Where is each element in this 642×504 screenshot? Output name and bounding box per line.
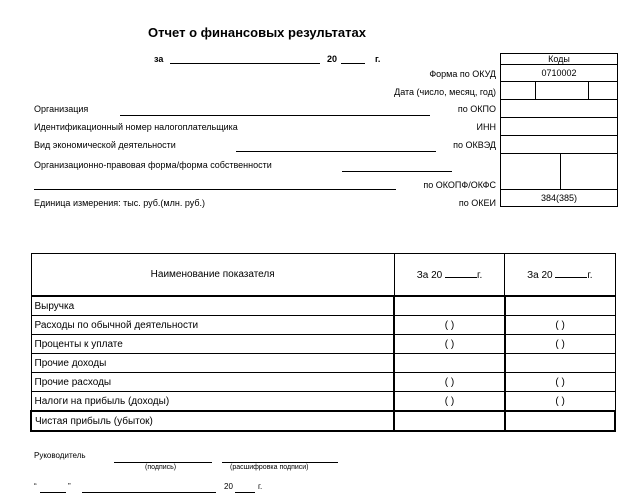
okud-code-cell: 0710002 — [501, 65, 617, 82]
inn-full-label: Идентификационный номер налогоплательщика — [34, 122, 238, 132]
period-year-line[interactable] — [341, 63, 365, 64]
okud-label: Форма по ОКУД — [429, 69, 496, 79]
period-for-label: за — [154, 54, 164, 64]
inn-code-cell[interactable] — [501, 118, 617, 136]
okopf-code-cell[interactable] — [501, 154, 617, 190]
head-label: Руководитель — [34, 451, 86, 460]
row-label: Прочие расходы — [31, 373, 394, 392]
table-row — [31, 392, 615, 412]
legal-form-line-2[interactable] — [34, 189, 396, 190]
decode-caption: (расшифровка подписи) — [230, 464, 309, 471]
table-row — [31, 373, 615, 392]
day-line[interactable] — [40, 492, 66, 493]
period1-year-line[interactable] — [445, 268, 477, 278]
row-value-period1[interactable] — [394, 296, 504, 316]
total-label: Чистая прибыль (убыток) — [31, 411, 394, 431]
legal-form-label: Организационно-правовая форма/форма собственности — [34, 160, 272, 170]
inn-label: ИНН — [476, 122, 496, 132]
okved-code-cell[interactable] — [501, 136, 617, 154]
row-value-period1[interactable]: ( ) — [394, 392, 504, 412]
total-row — [31, 411, 615, 431]
row-label: Проценты к уплате — [31, 335, 394, 354]
row-label: Расходы по обычной деятельности — [31, 316, 394, 335]
organization-line[interactable] — [120, 115, 430, 116]
codes-heading: Коды — [501, 54, 617, 65]
financial-results-table — [30, 253, 616, 432]
okei-label: по ОКЕИ — [458, 198, 496, 208]
okved-label: по ОКВЭД — [453, 140, 496, 150]
period2-year-line[interactable] — [555, 268, 587, 278]
year-suffix: г. — [258, 482, 263, 491]
decode-line[interactable] — [222, 462, 338, 463]
period-date-line[interactable] — [170, 63, 320, 64]
table-row — [31, 354, 615, 373]
row-value-period1[interactable]: ( ) — [394, 373, 504, 392]
table-header-row — [31, 254, 615, 297]
table-row — [31, 296, 615, 316]
signature-caption: (подпись) — [145, 464, 177, 471]
report-title: Отчет о финансовых результатах — [148, 25, 366, 40]
col-period1-header: За 20 г. — [394, 254, 504, 297]
organization-label: Организация — [34, 104, 89, 114]
okopf-label: по ОКОПФ/ОКФС — [423, 180, 496, 190]
year-prefix: 20 — [224, 482, 233, 491]
activity-line[interactable] — [236, 151, 436, 152]
row-value-period2[interactable]: ( ) — [505, 316, 615, 335]
signature-line[interactable] — [114, 462, 212, 463]
row-label: Налоги на прибыль (доходы) — [31, 392, 394, 412]
date-code-cell[interactable] — [501, 82, 617, 100]
row-value-period1[interactable] — [394, 354, 504, 373]
row-value-period2[interactable]: ( ) — [505, 373, 615, 392]
activity-label: Вид экономической деятельности — [34, 140, 176, 150]
col-period2-header: За 20 г. — [505, 254, 615, 297]
okpo-label: по ОКПО — [457, 104, 496, 114]
row-value-period1[interactable]: ( ) — [394, 316, 504, 335]
row-value-period2[interactable]: ( ) — [505, 335, 615, 354]
col-name-header: Наименование показателя — [31, 254, 394, 297]
period-year-label: 20 — [327, 54, 338, 64]
total-value-period1[interactable] — [394, 411, 504, 431]
year-line[interactable] — [235, 492, 255, 493]
row-value-period2[interactable] — [505, 354, 615, 373]
table-row — [31, 316, 615, 335]
unit-label: Единица измерения: тыс. руб.(млн. руб.) — [34, 198, 205, 208]
date-label: Дата (число, месяц, год) — [394, 87, 496, 97]
month-line[interactable] — [82, 492, 216, 493]
period-g-label: г. — [375, 54, 381, 64]
okei-code-cell: 384(385) — [540, 193, 578, 203]
quote-open: “ — [34, 482, 37, 491]
okpo-code-cell[interactable] — [501, 100, 617, 118]
codes-box — [500, 53, 618, 207]
row-value-period2[interactable] — [505, 296, 615, 316]
quote-close: ” — [68, 482, 71, 491]
row-value-period1[interactable]: ( ) — [394, 335, 504, 354]
row-value-period2[interactable]: ( ) — [505, 392, 615, 412]
table-row — [31, 335, 615, 354]
legal-form-line[interactable] — [342, 171, 452, 172]
total-value-period2[interactable] — [505, 411, 615, 431]
row-label: Выручка — [31, 296, 394, 316]
row-label: Прочие доходы — [31, 354, 394, 373]
